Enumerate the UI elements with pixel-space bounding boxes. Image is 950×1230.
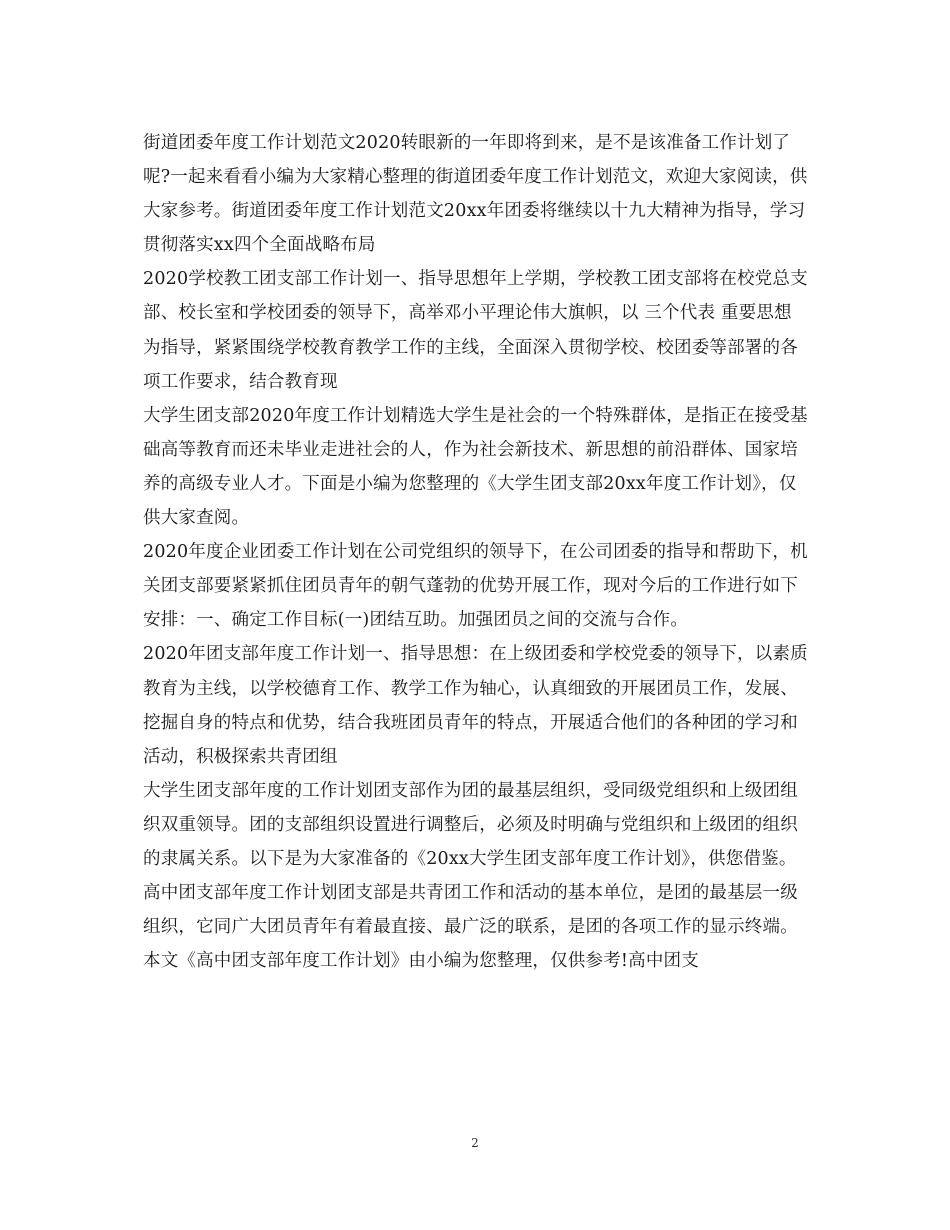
paragraph-5: 2020年团支部年度工作计划一、指导思想：在上级团委和学校党委的领导下，以素质教育为主线，以学校德育工作、教学工作为轴心，认真细致的开展团员工作，发展、挖掘自身的特点和优势，结合我班团员青年的特点，开展适合他们的各种团的学习和活动，积极探索共青团组 <box>143 644 808 767</box>
paragraph-3: 大学生团支部2020年度工作计划精选大学生是社会的一个特殊群体，是指正在接受基础高等教育而还未毕业走进社会的人，作为社会新技术、新思想的前沿群体、国家培养的高级专业人才。下面是小编为您整理的《大学生团支部20xx年度工作计划》，仅供大家查阅。 <box>143 405 808 529</box>
paragraph-6: 大学生团支部年度的工作计划团支部作为团的最基层组织，受同级党组织和上级团组织双重领导。团的支部组织设置进行调整后，必须及时明确与党组织和上级团的组织的隶属关系。以下是为大家准备的《20xx大学生团支部年度工作计划》，供您借鉴。 <box>143 780 798 869</box>
paragraph-1: 街道团委年度工作计划范文2020转眼新的一年即将到来，是不是该准备工作计划了呢?一起来看看小编为大家精心整理的街道团委年度工作计划范文，欢迎大家阅读，供大家参考。街道团委年度工作计划范文20xx年团委将继续以十九大精神为指导，学习贯彻落实xx四个全面战略布局 <box>143 133 808 256</box>
page-number: 2 <box>471 1136 479 1150</box>
paragraph-7: 高中团支部年度工作计划团支部是共青团工作和活动的基本单位，是团的最基层一级组织，它同广大团员青年有着最直接、最广泛的联系，是团的各项工作的显示终端。本文《高中团支部年度工作计划》由小编为您整理，仅供参考!高中团支 <box>143 883 798 972</box>
paragraph-4: 2020年度企业团委工作计划在公司党组织的领导下，在公司团委的指导和帮助下，机关团支部要紧紧抓住团员青年的朝气蓬勃的优势开展工作，现对今后的工作进行如下安排：一、确定工作目标(一)团结互助。加强团员之间的交流与合作。 <box>143 542 808 631</box>
document-body <box>143 126 808 978</box>
paragraph-2: 2020学校教工团支部工作计划一、指导思想年上学期，学校教工团支部将在校党总支部、校长室和学校团委的领导下，高举邓小平理论伟大旗帜，以 三个代表 重要思想为指导，紧紧围绕学校教育教学工作的主线，全面深入贯彻学校、校团委等部署的各项工作要求，结合教育现 <box>143 269 808 392</box>
